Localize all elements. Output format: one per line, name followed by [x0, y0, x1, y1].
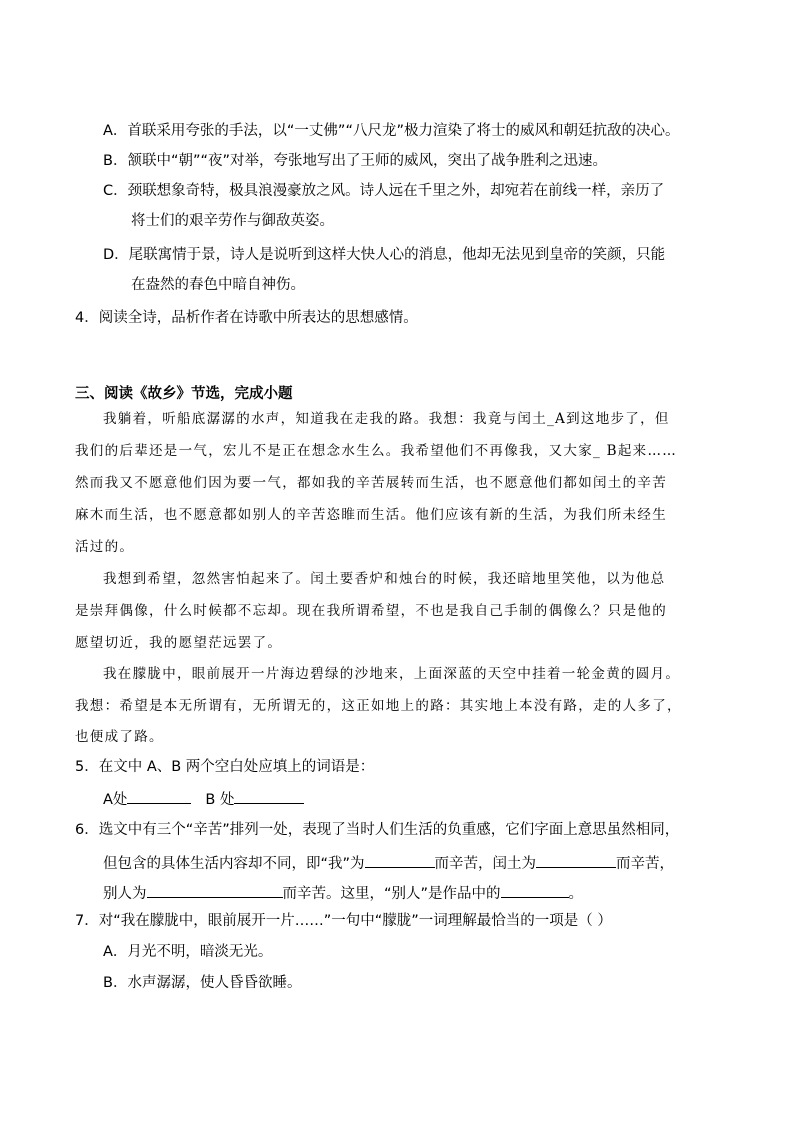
- q7-option-a: A．月光不明，暗淡无光。: [103, 944, 273, 960]
- passage-p1-line1: 我躺着，听船底潺潺的水声，知道我在走我的路。我想：我竟与闰土_A到这地步了，但: [103, 411, 670, 427]
- q6-blank-me[interactable]: [365, 852, 435, 868]
- q6-line3: [103, 882, 583, 904]
- q6-line2: [103, 852, 674, 874]
- q6-blank-others[interactable]: [147, 882, 283, 898]
- q6-line1: 6．选文中有三个“辛苦”排列一处，表现了当时人们生活的负重感，它们字面上意思虽然相同，: [75, 822, 680, 838]
- q5-stem: 5．在文中 A、B 两个空白处应填上的词语是：: [75, 759, 375, 775]
- passage-p1-line4: 麻木而生活，也不愿意都如别人的辛苦恣睢而生活。他们应该有新的生活，为我们所未经生: [75, 507, 667, 523]
- q3-option-b: B．颔联中“朝”“夜”对举，夸张地写出了王师的威风，突出了战争胜利之迅速。: [103, 153, 607, 169]
- q3-option-d-line2: 在盎然的春色中暗自神伤。: [131, 277, 305, 293]
- passage-p1-line2: 我们的后辈还是一气，宏儿不是正在想念水生么。我希望他们不再像我，又大家_ B起来……: [75, 443, 678, 459]
- passage-p3-line2: 我想：希望是本无所谓有，无所谓无的，这正如地上的路：其实地上本没有路，走的人多了，: [75, 698, 682, 714]
- q7-stem: 7．对“我在朦胧中，眼前展开一片……”一句中“朦胧”一词理解最恰当的一项是（ ）: [75, 913, 612, 929]
- q5-a-blank[interactable]: [127, 788, 191, 804]
- q4-stem: 4．阅读全诗，品析作者在诗歌中所表达的思想感情。: [75, 310, 418, 326]
- q5-b-label: B 处: [205, 792, 235, 808]
- q7-option-b: B．水声潺潺，使人昏昏欲睡。: [103, 975, 302, 991]
- q6-line3-text-c: 。: [568, 886, 584, 902]
- q5-b-blank[interactable]: [234, 788, 304, 804]
- q5-answer-row: [103, 788, 304, 810]
- passage-p3-line1: 我在朦胧中，眼前展开一片海边碧绿的沙地来，上面深蓝的天空中挂着一轮金黄的圆月。: [103, 666, 681, 682]
- q6-line2-text-c: 而辛苦，: [616, 856, 675, 872]
- q6-line3-text-b: 而辛苦。这里，“别人”是作品中的: [282, 886, 501, 902]
- q3-option-c-line1: C．颈联想象奇特，极具浪漫豪放之风。诗人远在千里之外，却宛若在前线一样，亲历了: [103, 183, 665, 199]
- passage-p3-line3: 也便成了路。: [75, 729, 164, 745]
- section-3-title: 三、阅读《故乡》节选，完成小题: [75, 386, 293, 402]
- passage-p1-line5: 活过的。: [75, 539, 135, 555]
- q6-line2-text-a: 但包含的具体生活内容却不同，即“我”为: [103, 856, 365, 872]
- q6-line3-text-a: 别人为: [103, 886, 147, 902]
- q6-line2-text-b: 而辛苦，闰土为: [434, 856, 537, 872]
- passage-p1-line3: 然而我又不愿意他们因为要一气，都如我的辛苦展转而生活，也不愿意他们都如闰土的辛苦: [75, 475, 667, 491]
- q3-option-d-line1: D．尾联寓情于景，诗人是说听到这样大快人心的消息，他却无法见到皇帝的笑颜，只能: [103, 247, 666, 263]
- q3-option-a: A．首联采用夸张的手法，以“一丈佛”“八尺龙”极力渲染了将士的威风和朝廷抗敌的决心。: [103, 123, 680, 139]
- q6-blank-character[interactable]: [501, 882, 569, 898]
- passage-p2-line3: 愿望切近，我的愿望茫远罢了。: [75, 635, 283, 651]
- q6-blank-runtu[interactable]: [536, 852, 616, 868]
- passage-p2-line2: 是崇拜偶像，什么时候都不忘却。现在我所谓希望，不也是我自己手制的偶像么？只是他的: [75, 603, 667, 619]
- passage-p2-line1: 我想到希望，忽然害怕起来了。闰土要香炉和烛台的时候，我还暗地里笑他，以为他总: [103, 571, 666, 587]
- q3-option-c-line2: 将士们的艰辛劳作与御敌英姿。: [131, 213, 334, 229]
- q5-a-label: A处: [103, 792, 128, 808]
